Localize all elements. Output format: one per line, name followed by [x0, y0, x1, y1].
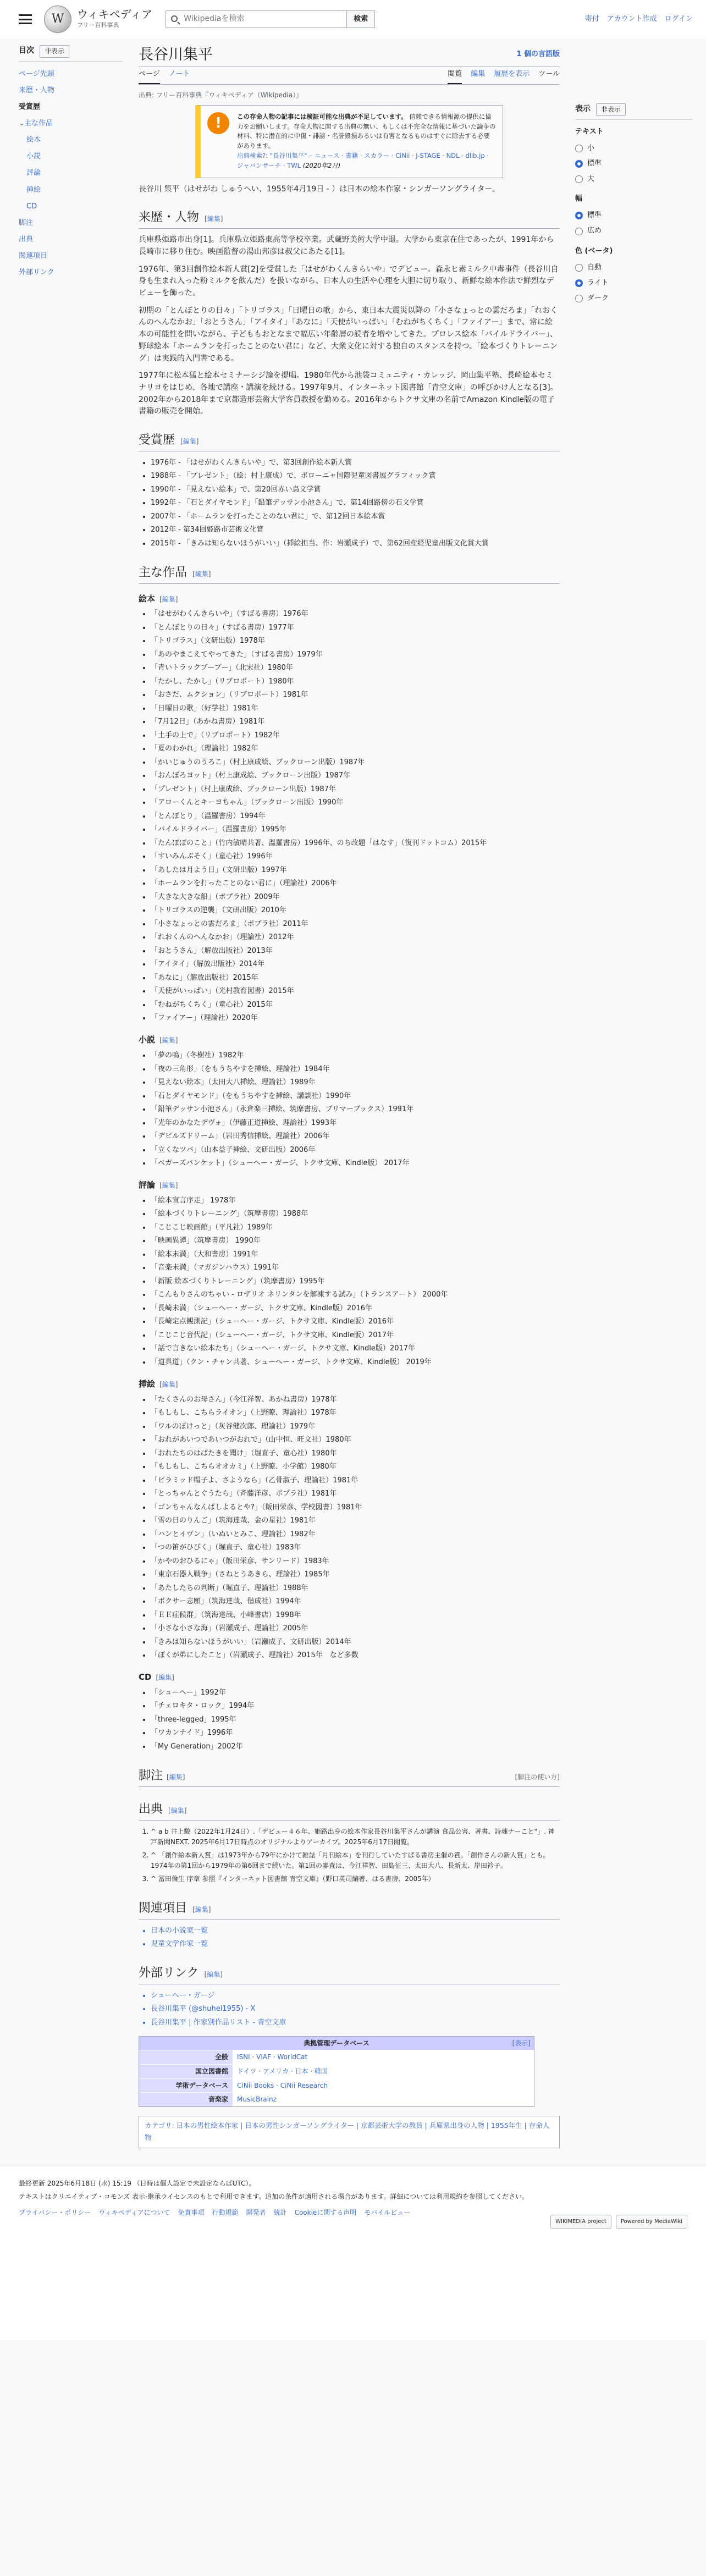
list-item: • 「ホームランを打ったことのない君に」（理論社）2006年 [151, 877, 560, 891]
list-item: • 「アイタイ」（解放出版社）2014年 [151, 958, 560, 972]
toc-label: 来歴・人物 [19, 86, 55, 95]
section-title: 外部リンク [139, 1966, 199, 1981]
bio-paragraph: 兵庫県姫路市出身[1]。兵庫県立姫路東高等学校卒業。武蔵野美術大学中退。大学から東京在住であったが、1991年から長崎市に移り住む。映画監督の湯山邦彦は叔父にあたる[1]。 [139, 235, 554, 257]
bio-paragraph: 1977年に松本猛と絵本セミナーシジ論を提唱。1980年代から池袋コミュニティ・カレッジ、岡山集平塾、長崎絵本セミナリヨをはじめ、各地で講座・講演を続ける。1997年9月、インターネット図書館「青空文庫」の呼びかけ人となる[3]。2002年から2018年まで京都造形芸術大学客員教授を勤める。2016年からトクサ文庫の名前でAmazon Kindle版の電子書籍の販売を開始。 [139, 371, 558, 416]
source-note: 出典: フリー百科事典『ウィキペディア（Wikipedia）』 [139, 91, 303, 100]
list-item: • 「ＥＥ症候群」（筑海達哉、小峰書店）1998年 [151, 1608, 560, 1622]
list-item: • 「ワカンナイド」1996年 [151, 1726, 560, 1740]
list-item: • 「鉛筆デッサン小池さん」（永倉楽三挿絵、筑摩書房、ブリマーブックス）1991年 [151, 1103, 560, 1117]
tab-history[interactable]: 履歴を表示 [494, 69, 530, 78]
section-notes-heading [139, 1767, 560, 1787]
edit-label[interactable]: 編集 [162, 1036, 175, 1045]
list-item: • 「とんぼとりの日々」（すばる書房）1977年 [151, 621, 560, 635]
list-item[interactable]: • 日本の小説家一覧 [151, 1924, 560, 1938]
last-updated: 最終更新 2025年6月18日 (水) 15:19 （日時は個人設定で未設定ならばUTC）。 [19, 2179, 256, 2187]
edit-link[interactable]: [編集] [168, 1807, 187, 1814]
section-title: 主な作品 [139, 565, 187, 580]
text-size-standard-radio[interactable] [575, 156, 693, 172]
wikimedia-badge[interactable]: WIKIMEDIA project [550, 2215, 611, 2229]
list-item: • 「たくさんのお母さん」（今江祥智、あかね書房）1978年 [151, 1393, 560, 1406]
list-item: • 「もしもし、こちらオオカミ」（上野瞭、小学館）1980年 [151, 1460, 560, 1474]
list-item: • 「つの笛がひびく」（堀直子、童心社）1983年 [151, 1541, 560, 1555]
list-item: • 「こじこじ音代記」（シューヘー・ガージ、トクサ文庫、Kindle版）2017年 [151, 1328, 560, 1342]
edit-link[interactable]: [編集] [180, 437, 199, 445]
list-item: • 「かいじゅうのうろこ」（村上康成絵、ブックローン出版）1987年 [151, 755, 560, 769]
mobile-view-link[interactable]: モバイルビュー [364, 2208, 411, 2216]
section-related-heading [139, 1899, 560, 1919]
list-item: • 2015年 - 「きみは知らないほうがいい」（挿絵担当、作：岩瀬成子）で、第62回産経児童出版文化賞大賞 [151, 537, 560, 550]
bio-paragraph: 1976年、第3回創作絵本新人賞[2]を受賞した「はせがわくんきらいや」でデビュー。森永ヒ素ミルク中毒事件（長谷川自身も生まれ入った粉ミルクを飲んだ）を扱いながら、日本人の生活や心理を大胆に切り取り、新鮮な絵本作法で鮮烈なデビューを飾った。 [139, 264, 559, 298]
code-of-conduct-link[interactable]: 行動規範 [212, 2208, 239, 2216]
notice-date: (2020年2月) [302, 161, 341, 169]
radio-label: 広め [587, 227, 602, 235]
color-group [575, 246, 693, 307]
list-item: • 1992年 - 「石とダイヤモンド」「鉛筆デッサン小池さん」で、第14回路傍の石文学賞 [151, 497, 560, 510]
authority-row [139, 2050, 534, 2064]
list-item: • 「夜の三角形」（をもうちやすを挿絵、理論社）1984年 [151, 1062, 560, 1076]
list-item: • 「ピラミッド帽子よ、さようなら」（乙骨淑子、理論社）1981年 [151, 1474, 560, 1487]
authority-title [139, 2037, 534, 2050]
authority-toggle[interactable]: [表示] [512, 2039, 531, 2047]
toc-label: 関連項目 [19, 252, 48, 261]
section-title: 脚注 [139, 1768, 163, 1783]
external-links-list [139, 1989, 560, 2029]
main-menu-icon[interactable] [19, 14, 32, 24]
list-item: 3. ^ 冨田倫生 序章 参照『インターネット図書館 青空文庫』（野口英司編著、はる書房、2005年） [151, 1872, 560, 1886]
list-item: • 「石とダイヤモンド」（をもうちやすを挿絵、講談社）1990年 [151, 1089, 560, 1103]
authority-row [139, 2092, 534, 2106]
wordmark-title: ウィキペディア [77, 8, 153, 21]
cookie-statement-link[interactable]: Cookieに関する声明 [294, 2208, 357, 2216]
list-item: • 1990年 - 「見えない絵本」で、第20回赤い鳥文学賞 [151, 483, 560, 497]
site-wordmark[interactable] [77, 8, 152, 30]
tab-talk[interactable]: ノート [168, 69, 190, 78]
list-item: • 「話で言きない絵本たち」（シューヘー・ガージ、トクサ文庫、Kindle版）2017年 [151, 1342, 560, 1356]
text-size-label: テキスト [575, 127, 604, 136]
toc-label: ページ先頭 [19, 69, 54, 78]
color-auto-radio[interactable] [575, 260, 693, 275]
toc-label: 脚注 [19, 218, 34, 227]
notes-help-link[interactable]: [脚注の使い方] [515, 1773, 560, 1781]
list-item: • 1988年 - 「プレゼント」（絵：村上康成）で、ボローニャ国際児童図書展グラフィック賞 [151, 470, 560, 483]
toc-label: 評論 [26, 169, 41, 178]
illustrations-list [139, 1393, 560, 1662]
authority-row [139, 2064, 534, 2078]
search-input[interactable] [166, 10, 347, 28]
list-item: • 「立くなツバ」（山本益子挿絵、文研出版）2006年 [151, 1143, 560, 1157]
toc-label: 絵本 [26, 136, 41, 145]
toc-label: 主な作品 [24, 119, 53, 128]
list-item: • 「おさだ、ムクション」（リブロポート）1981年 [151, 688, 560, 702]
toc-item-illustrations[interactable] [19, 182, 123, 198]
radio-label: 自動 [587, 263, 602, 272]
radio-label: 標準 [587, 159, 602, 168]
list-item: • 「トリゴラスの逆襲」（文研出版）2010年 [151, 904, 560, 918]
list-item: • 「見えない絵本」（太田大八挿絵、理論社）1989年 [151, 1076, 560, 1090]
list-item: • 「ゴンちゃんなんばしよるとや?」（飯田栄彦、学校図書）1981年 [151, 1501, 560, 1514]
edit-link[interactable]: [編集] [167, 1773, 185, 1781]
list-item: • 「小さなょっとの雲だろま」（ポプラ社）2011年 [151, 917, 560, 931]
toc-label: 出典 [19, 235, 34, 244]
list-item: • 「おれたちのはばたきを聞け」（堀直子、童心社）1980年 [151, 1447, 560, 1460]
authority-value[interactable]: CiNii Books · CiNii Research [233, 2079, 534, 2093]
list-item: • 「夏のわかれ」（理論社）1982年 [151, 742, 560, 756]
tab-tools[interactable]: ツール [538, 69, 560, 78]
notice-line1: この存命人物の記事には検証可能な出典が不足しています。 [237, 112, 407, 120]
edit-link[interactable]: [編集] [192, 570, 211, 578]
radio-dot[interactable] [575, 228, 583, 235]
wikipedia-logo[interactable]: W [44, 5, 71, 33]
edit-link[interactable]: [編集] [159, 1380, 178, 1388]
list-item: • 「絵本づくりトレーニング」（筑摩書房）1988年 [151, 1207, 560, 1221]
section-sources-heading [139, 1800, 560, 1821]
list-item: • 2012年 - 第34回姫路市芸術文化賞 [151, 523, 560, 537]
list-item: • 「ベガーズバンケット」（シューヘー・ガージ、トクサ文庫、Kindle版） 2017年 [151, 1157, 560, 1171]
section-bio-heading [139, 208, 560, 229]
subsection-illustrations [139, 1378, 560, 1391]
section-title: 出典 [139, 1802, 163, 1816]
section-external-heading [139, 1964, 560, 1984]
list-item: • 「夢の鳴」（冬樹社）1982年 [151, 1049, 560, 1063]
awards-list [139, 456, 560, 550]
cd-list [139, 1686, 560, 1753]
appearance-header [575, 103, 693, 120]
toc-item-bio[interactable] [19, 82, 123, 99]
authority-label: 国立図書館 [139, 2065, 233, 2078]
list-item: • 「天使がいっぱい」（光村教育図書）2015年 [151, 985, 560, 999]
edit-link[interactable]: [編集] [159, 1182, 178, 1190]
radio-label: 標準 [587, 211, 602, 220]
subsection-title: 評論 [139, 1180, 156, 1190]
toc-label: 挿絵 [26, 185, 41, 194]
subsection-title: 絵本 [139, 593, 156, 604]
color-label: 色 (ベータ) [575, 246, 613, 255]
list-item: 2. ^ 「創作絵本新人賞」は1973年から79年にかけて雑誌「月刊絵本」を刊行していたすばる書房主催の賞。「創作さんの新人賞」とも。1974年の第1回から1979年の第6回まで続いた。第1回の審査は、今江祥智、田島征三、太田大八、長新太、岸田衿子。 [151, 1849, 560, 1872]
toc-hide-button[interactable]: 非表示 [40, 45, 69, 58]
bio-paragraph: 初期の「とんぼとりの日々」「トリゴラス」「日曜日の歌」から、東日本大震災以降の「小さなょっとの雲だろま」「れおくんのへんなかお」「おとうさん」「アイタイ」「あなに」「天使がいっぱい」「むねがちくちく」「ファイアー」まで、常に絵本の可能性を問いながら、子どももおとなまで幅広い年齢層の読者を増やしてきた。プロレス絵本「バイルドライバー」、野球絵本「ホームランを打ったことのない君に」など、大衆文化に対する独自のスタンスを持つ。「絵本づくりトレーニング」は実践的入門書である。 [139, 306, 558, 363]
edit-label[interactable]: 編集 [195, 1906, 208, 1914]
page-title-text: 長谷川集平 [139, 46, 213, 63]
about-link[interactable]: ウィキペディアについて [98, 2208, 170, 2216]
list-item: • 「すいみんぶそく」（童心社）1996年 [151, 850, 560, 864]
edit-link[interactable]: [編集] [159, 595, 178, 603]
donate-link[interactable]: 寄付 [584, 14, 599, 23]
developers-link[interactable]: 開発者 [246, 2208, 266, 2216]
list-item: • 「ハンとイヴン」（いぬいとみこ、理論社）1982年 [151, 1527, 560, 1541]
disclaimer-link[interactable]: 免責事項 [178, 2208, 205, 2216]
section-title: 関連項目 [139, 1901, 187, 1916]
list-item: • 「新版 絵本づくりトレーニング」（筑摩書房）1995年 [151, 1275, 560, 1288]
list-item[interactable]: • 児童文学作家一覧 [151, 1938, 560, 1951]
toc-title: 目次 [19, 46, 34, 56]
site-header [0, 0, 706, 38]
lead-paragraph: 長谷川 集平（はせがわ しゅうへい、1955年4月19日 - ）は日本の絵本作家・シンガーソングライター。 [139, 184, 500, 194]
authority-value[interactable]: ドイツ · アメリカ · 日本 · 韓国 [233, 2065, 534, 2078]
text-size-small-radio[interactable] [575, 141, 693, 156]
toc-item-sources[interactable] [19, 231, 123, 248]
authority-label: 音楽家 [139, 2093, 233, 2106]
list-item: • 「デビルズドリーム」（岩田秀信挿絵、理論社）2006年 [151, 1130, 560, 1144]
list-item: • 「絵本未満」（大和書房）1991年 [151, 1248, 560, 1261]
list-item: • 「ファイアー」（理論社）2020年 [151, 1012, 560, 1025]
authority-label: 学術データベース [139, 2079, 233, 2093]
width-label: 幅 [575, 195, 583, 203]
list-item: • 「ボクサー志願」（筑海達哉、偕成社）1994年 [151, 1595, 560, 1609]
list-item: • 「日曜日の歌」（好学社）1981年 [151, 702, 560, 715]
edit-link[interactable]: [編集] [156, 1674, 174, 1682]
category-text[interactable]: カテゴリ: 日本の男性絵本作家 | 日本の男性シンガーソングライター | 京都芸術大学の教員 | 兵庫県出身の人物 | 1955年生 | 存命人物 [145, 2121, 550, 2142]
list-item: • 「とんぼとり」（温羅書房）1994年 [151, 809, 560, 823]
radio-dot[interactable] [575, 175, 583, 183]
list-item: • 「あのやまこえてやってきた」（すばる書房）1979年 [151, 648, 560, 661]
list-item: • 「道具道」（クン・チャン共著、シューヘー・ガージ、トクサ文庫、Kindle版） 2019年 [151, 1355, 560, 1369]
page-tabs [139, 67, 560, 85]
appearance-title: 表示 [575, 104, 591, 114]
list-item: • 「あなに」（解放出版社）2015年 [151, 971, 560, 985]
list-item: • 「絵本宣言序走」 1978年 [151, 1194, 560, 1207]
toc-label: CD [26, 202, 37, 211]
edit-link[interactable]: [編集] [205, 215, 223, 223]
width-standard-radio[interactable] [575, 208, 693, 223]
authority-title-text: 典拠管理データベース [304, 2039, 369, 2047]
radio-dot[interactable] [575, 160, 583, 168]
color-light-radio[interactable] [575, 275, 693, 291]
radio-label: ダーク [587, 294, 609, 302]
toc-header [19, 45, 123, 62]
edit-label[interactable]: 編集 [183, 437, 196, 445]
subsection-picture-books [139, 593, 560, 605]
list-item: • 「長崎未満」（シューヘー・ガージ、トクサ文庫、Kindle版）2016年 [151, 1301, 560, 1315]
toc-label: 受賞歴 [19, 102, 41, 111]
list-item: • 「映画異譚」（筑摩書房） 1990年 [151, 1234, 560, 1248]
subsection-title: 小説 [139, 1035, 156, 1045]
edit-label[interactable]: 編集 [207, 1971, 220, 1979]
subsection-cd [139, 1671, 560, 1684]
category-links[interactable] [139, 2116, 560, 2148]
subsection-novels [139, 1034, 560, 1046]
list-item: • 「プレゼント」（村上康成絵、ブックローン出版）1987年 [151, 782, 560, 796]
section-awards-heading [139, 431, 560, 451]
article-content [123, 38, 575, 2165]
list-item: • 「かやのおひるにゃ」（飯田栄彦、サンリード）1983年 [151, 1554, 560, 1568]
notice-line2: 信頼できる情報源の提供に協力をお願いします。存命人物に関する出典の無い、もしくは不完全な情報に基づいた論争の材料、特に潜在的に中傷・誹謗・名誉毀損あるいは有害となるものはすぐに除去する必要があります。 [237, 112, 496, 150]
edit-label[interactable]: 編集 [207, 215, 220, 223]
list-item[interactable]: • 長谷川集平 | 作家別作品リスト - 青空文庫 [151, 2016, 560, 2029]
warning-icon: ! [207, 112, 229, 134]
list-item: • 「れおくんのへんなかお」（理論社）2012年 [151, 931, 560, 945]
authority-label: 全般 [139, 2050, 233, 2064]
picture-books-list [139, 608, 560, 1025]
edit-label[interactable]: 編集 [162, 1380, 175, 1388]
list-item: • 「もしもし、こちらライオン」（上野瞭、理論社）1978年 [151, 1406, 560, 1420]
toc-item-awards[interactable] [19, 99, 123, 115]
text-size-group [575, 126, 693, 187]
list-item: • 「あたしたちの判断」（堀直子、理論社）1988年 [151, 1581, 560, 1595]
list-item: • 「おれがあいつであいつがおれで」（山中恒、旺文社）1980年 [151, 1433, 560, 1447]
list-item: • 「たんぽぽのこと」（竹内敏晴共著、温羅書房）1996年、のち改題「はなす」（復刊ドットコム）2015年 [151, 836, 560, 850]
personal-tools [585, 14, 693, 25]
login-link[interactable]: ログイン [664, 14, 693, 23]
color-dark-radio[interactable] [575, 291, 693, 306]
page-footer [0, 2165, 706, 2341]
list-item: • 「おんぼろヨット」（村上康成絵、ブックローン出版）1987年 [151, 769, 560, 783]
toc-item-works[interactable] [19, 115, 123, 132]
list-item: • 「たかし、たかし」（リブロポート）1980年 [151, 675, 560, 688]
toc-item-top[interactable] [19, 66, 123, 82]
list-item[interactable]: • 長谷川集平 (@shuhei1955) - X [151, 2003, 560, 2016]
authority-value[interactable]: MusicBrainz [233, 2093, 534, 2106]
list-item: • 「むねがちくちく」（童心社）2015年 [151, 998, 560, 1012]
radio-dot[interactable] [575, 279, 583, 287]
toc-label: 外部リンク [19, 268, 54, 277]
tab-read[interactable]: 閲覧 [448, 69, 462, 84]
list-item: • 「音楽未満」（マガジンハウス）1991年 [151, 1261, 560, 1275]
license-text: テキストはクリエイティブ・コモンズ 表示-継承ライセンスのもとで利用できます。追加の条件が適用される場合があります。詳細については利用規約を参照してください。 [19, 2193, 529, 2201]
toc-sidebar [19, 38, 123, 2165]
tab-page[interactable]: ページ [139, 69, 160, 84]
privacy-link[interactable]: プライバシー・ポリシー [19, 2208, 91, 2216]
tab-edit[interactable]: 編集 [471, 69, 486, 78]
list-item: • 「雪の日のりんご」（筑海達哉、金の星社）1981年 [151, 1514, 560, 1528]
list-item: • 「おとうさん」（解放出版社）2013年 [151, 944, 560, 958]
edit-link[interactable]: [編集] [192, 1906, 211, 1914]
criticism-list [139, 1194, 560, 1369]
citation-needed-notice [195, 105, 503, 178]
language-button[interactable]: 1 個の言語版 [516, 50, 560, 59]
authority-row [139, 2078, 534, 2093]
edit-label[interactable]: 編集 [162, 1182, 175, 1190]
search-form [166, 10, 375, 28]
toc-item-novels[interactable] [19, 148, 123, 165]
appearance-hide-button[interactable]: 非表示 [596, 103, 626, 116]
wordmark-tagline: フリー百科事典 [77, 21, 119, 29]
edit-label[interactable]: 編集 [158, 1674, 172, 1682]
edit-label[interactable]: 編集 [170, 1807, 184, 1814]
toc-item-cd[interactable] [19, 198, 123, 215]
edit-link[interactable]: [編集] [159, 1036, 178, 1045]
edit-label[interactable]: 編集 [195, 570, 208, 578]
list-item: • 「東京石器人戦争」（さねとうあきら、理論社）1985年 [151, 1568, 560, 1582]
chevron-down-icon[interactable]: ⌄ [19, 119, 25, 128]
list-item: • 「きみは知らないほうがいい」（岩瀬成子、文研出版）2014年 [151, 1635, 560, 1649]
list-item: • 「My Generation」2002年 [151, 1740, 560, 1753]
appearance-panel [575, 38, 693, 2165]
authority-control-box [139, 2036, 534, 2107]
radio-dot[interactable] [575, 145, 583, 152]
list-item: • 「光年のかなたデヴォ」（伊藤正道挿絵、理論社）1993年 [151, 1116, 560, 1130]
list-item: • 「シューヘー」1992年 [151, 1686, 560, 1700]
radio-dot[interactable] [575, 295, 583, 302]
list-item: • 「チェロキタ・ロック」1994年 [151, 1700, 560, 1713]
sources-list [139, 1825, 560, 1886]
list-item: • 「大きな大きな船」（ポプラ社）2009年 [151, 890, 560, 904]
section-works-heading [139, 564, 560, 584]
radio-dot[interactable] [575, 212, 583, 219]
list-item: • 「こじこじ映画館」（平凡社）1989年 [151, 1221, 560, 1234]
authority-value[interactable]: ISNI · VIAF · WorldCat [233, 2050, 534, 2064]
toc-item-related[interactable] [19, 248, 123, 264]
toc-item-notes[interactable] [19, 215, 123, 231]
radio-label: ライト [587, 278, 609, 287]
statistics-link[interactable]: 統計 [273, 2208, 287, 2216]
list-item: • 「ワルのぽけっと」（灰谷健次郎、理論社）1979年 [151, 1420, 560, 1433]
subsection-title: 挿絵 [139, 1378, 156, 1389]
list-item: • 「青いトラックブーブー」（北宋社）1980年 [151, 661, 560, 675]
list-item[interactable]: • シューヘー・ガージ [151, 1989, 560, 2003]
edit-label[interactable]: 編集 [169, 1773, 183, 1781]
list-item: • 「土手の上で」（リブロポート）1982年 [151, 729, 560, 742]
toc-item-picture-books[interactable] [19, 132, 123, 148]
list-item: • 「長崎定点観測記」（シューヘー・ガージ、トクサ文庫、Kindle版）2016年 [151, 1315, 560, 1329]
list-item: • 1976年 - 「はせがわくんきらいや」で、第3回創作絵本新人賞 [151, 456, 560, 470]
section-title: 受賞歴 [139, 433, 175, 447]
radio-label: 大 [587, 175, 595, 184]
edit-link[interactable]: [編集] [204, 1971, 223, 1979]
related-list [139, 1924, 560, 1951]
list-item: • 「はせがわくんきらいや」（すばる書房）1976年 [151, 608, 560, 621]
list-item: • 「あしたは月よう日」（文研出版）1997年 [151, 863, 560, 877]
list-item: • 「トリゴラス」（文研出版）1978年 [151, 635, 560, 648]
text-size-large-radio[interactable] [575, 172, 693, 187]
list-item: • 「小さな小さな海」（岩瀬成子、理論社）2005年 [151, 1622, 560, 1636]
search-placeholder: Wikipediaを検索 [184, 14, 245, 24]
list-item: • 「7月12日」（あかね書房）1981年 [151, 715, 560, 729]
list-item: 1. ^ a b 井上駿（2022年1月24日）.「デビュー４６年、姫路出身の絵本作家長谷川集平さんが講演 食品公害、著書、詩魂ナーこと"」. 神戸新聞NEXT. 2025年6月17日時点のオリジナルよりアーカイブ。2025年6月17日閲覧。 [151, 1825, 560, 1849]
list-item: • 「ぼくが弟にしたこと」（岩瀬成子、理論社）2015年 など多数 [151, 1649, 560, 1663]
radio-label: 小 [587, 144, 595, 152]
radio-dot[interactable] [575, 264, 583, 272]
search-button[interactable]: 検索 [347, 10, 375, 28]
width-group [575, 194, 693, 239]
toc-item-criticism[interactable] [19, 165, 123, 181]
width-wide-radio[interactable] [575, 223, 693, 239]
page-title [139, 45, 560, 67]
list-item: • 「アローくんとキーヨちゃん」（ブックローン出版）1990年 [151, 796, 560, 810]
create-account-link[interactable]: アカウント作成 [606, 14, 657, 23]
section-title: 来歴・人物 [139, 211, 200, 225]
list-item: • 「パイルドライバー」（温羅書房）1995年 [151, 823, 560, 837]
list-item: • 「こんもりさんのちゃい - ロザリオ ネリンタンを解凍する試み」（トランスアート） 2000年 [151, 1288, 560, 1302]
mediawiki-badge[interactable]: Powered by MediaWiki [616, 2215, 687, 2229]
subsection-criticism [139, 1179, 560, 1192]
toc-item-external[interactable] [19, 264, 123, 281]
novels-list [139, 1049, 560, 1171]
notice-line3[interactable]: 出典検索?: "長谷川集平" – ニュース · 書籍 · スカラー · CiNii · J-STAGE · NDL · dlib.jp · ジャパンサーチ · TWL [237, 151, 489, 169]
list-item: • 「three-legged」1995年 [151, 1713, 560, 1726]
toc-label: 小説 [26, 152, 41, 161]
list-item: • 「とっちゃんとぐうたら」（斉藤洋彦、ポプラ社）1981年 [151, 1487, 560, 1501]
footer-badges [550, 2215, 687, 2229]
list-item: • 2007年 - 「ホームランを打ったことのない君に」で、第12回日本絵本賞 [151, 510, 560, 523]
search-icon [171, 15, 178, 22]
subsection-title: CD [139, 1672, 152, 1683]
edit-label[interactable]: 編集 [162, 595, 175, 603]
